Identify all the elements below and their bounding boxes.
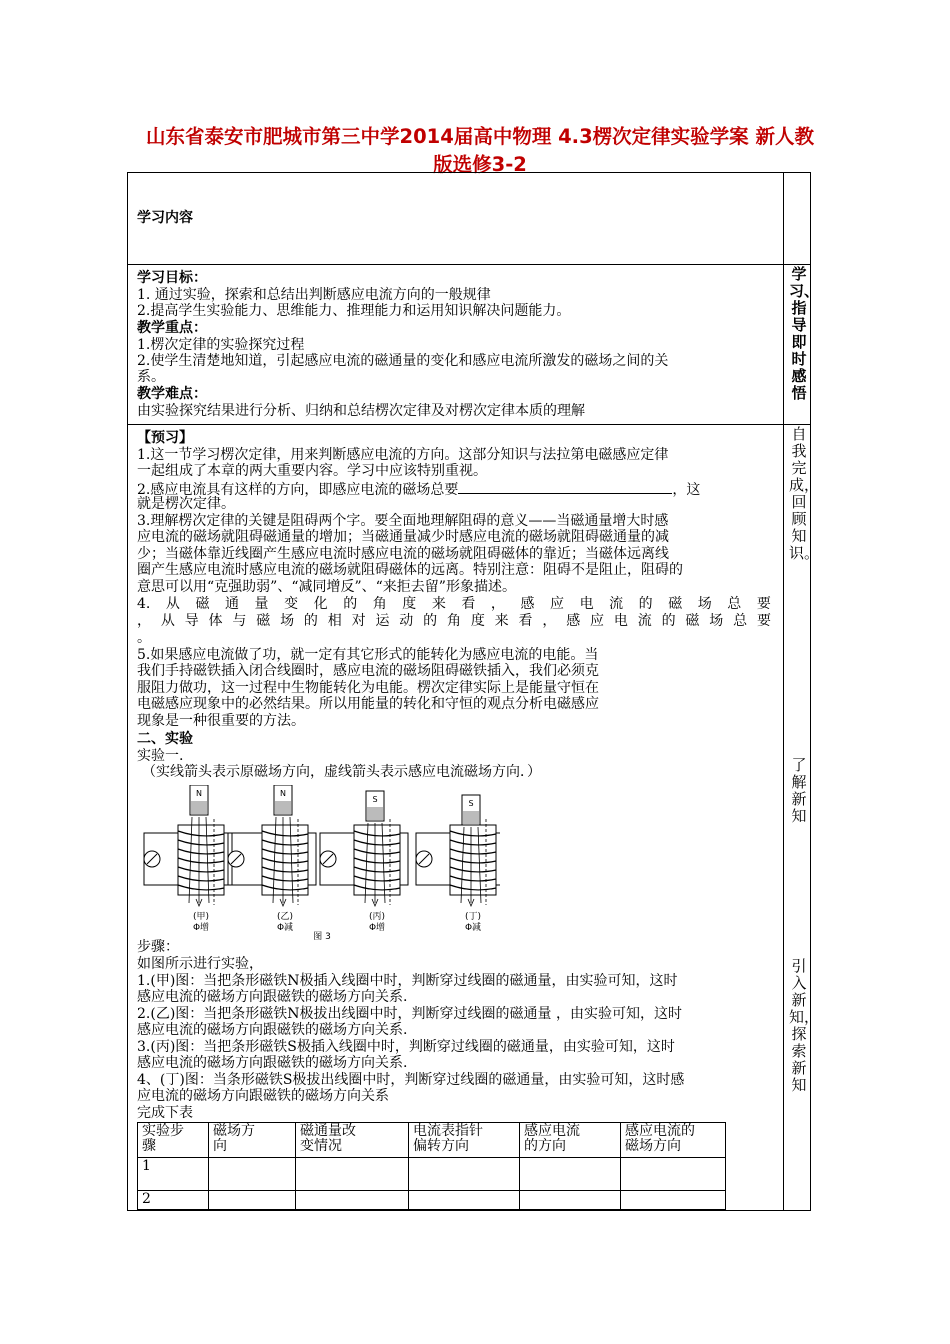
coil-experiment-figure [134, 785, 500, 945]
spread-char: 总 [733, 613, 748, 629]
difficulty-item: 由实验探究结果进行分析、归纳和总结楞次定律及对楞次定律本质的理解 [137, 403, 585, 419]
table-cell[interactable] [520, 1158, 621, 1191]
spread-char: 通 [225, 596, 239, 612]
preview-text: 2.感应电流具有这样的方向，即感应电流的磁场总要 [137, 482, 459, 498]
panel-flux-label: Φ减 [464, 923, 482, 933]
header-text: 实验步 [142, 1123, 184, 1139]
table-cell[interactable] [296, 1191, 409, 1210]
table-header-cell [296, 1123, 409, 1158]
spread-char: 的 [303, 613, 318, 629]
step-text: 3.(丙)图：当把条形磁铁S极插入线圈中时，判断穿过线圈的磁通量，由实验可知，这时 [137, 1039, 675, 1055]
header-text: 向 [213, 1138, 227, 1154]
row-divider [127, 424, 811, 425]
preview-text: 现象是一种很重要的方法。 [137, 713, 305, 729]
difficulties-heading: 教学难点： [137, 386, 207, 402]
key-point-item: 2.使学生清楚地知道，引起感应电流的磁通量的变化和感应电流所激发的磁场之间的关 [137, 353, 669, 369]
spread-char: 场 [709, 613, 724, 629]
header-text: 磁场方 [213, 1123, 255, 1139]
figure-caption: 图 3 [313, 932, 331, 942]
header-text: 的方向 [524, 1138, 566, 1154]
spread-char: 4. [137, 596, 151, 612]
table-cell[interactable] [409, 1191, 520, 1210]
preview-heading: 【预习】 [137, 430, 193, 446]
preview-text: 意思可以用“克强助弱”、“减同增反”、“来拒去留”形象描述。 [137, 579, 516, 595]
preview-text: 服阻力做功，这一过程中生物能转化为电能。楞次定律实际上是能量守恒在 [137, 680, 599, 696]
spread-char: 对 [351, 613, 366, 629]
figure-panel [144, 785, 232, 933]
spread-char: 应 [590, 613, 605, 629]
step-text: 4、(丁)图：当条形磁铁S极拔出线圈中时，判断穿过线圈的磁通量，由实验可知，这时感 [137, 1072, 685, 1088]
panel-label: (丙) [368, 912, 386, 922]
figure-panel [228, 785, 316, 933]
side-label-guide: 学习、指导即时感悟 [789, 265, 820, 402]
preview-text: 1.这一节学习楞次定律，用来判断感应电流的方向。这部分知识与法拉第电磁感应定律 [137, 447, 669, 463]
spread-char: 度 [402, 596, 417, 612]
spread-char: 要 [756, 596, 771, 612]
table-header-cell [209, 1123, 296, 1158]
spread-char: 与 [232, 613, 247, 629]
spread-char: 动 [399, 613, 414, 629]
side-label-know: 了解新知 [791, 756, 807, 825]
spread-char: 化 [313, 596, 328, 612]
table-cell: 2 [138, 1191, 209, 1210]
spread-char: 运 [375, 613, 390, 629]
table-header-cell [409, 1123, 520, 1158]
preview-text: 。 [137, 630, 151, 646]
spread-char: 感 [520, 596, 535, 612]
step-text: 1.(甲)图：当把条形磁铁N极插入线圈中时，判断穿过线圈的磁通量，由实验可知，这时 [137, 973, 678, 989]
spread-char: 来 [431, 596, 446, 612]
spread-char: 电 [613, 613, 628, 629]
panel-flux-label: Φ增 [368, 923, 386, 933]
spread-char: 相 [327, 613, 342, 629]
header-text: 磁通量改 [300, 1123, 356, 1139]
panel-flux-label: Φ增 [192, 923, 210, 933]
goal-item: 1. 通过实验，探索和总结出判断感应电流方向的一般规律 [137, 287, 491, 303]
table-header-row [138, 1123, 726, 1158]
spread-char: 磁 [685, 613, 700, 629]
preview-text: 少；当磁体靠近线圈产生感应电流时感应电流的磁场就阻碍磁体的靠近；当磁体远离线 [137, 546, 669, 562]
spread-char: 场 [280, 613, 295, 629]
spread-char: 感 [566, 613, 581, 629]
spread-char: 磁 [668, 596, 683, 612]
table-cell[interactable] [209, 1191, 296, 1210]
table-cell[interactable] [296, 1158, 409, 1191]
table-heading: 完成下表 [137, 1105, 193, 1121]
panel-label: (乙) [276, 912, 294, 922]
step-text: 感应电流的磁场方向跟磁铁的磁场方向关系. [137, 1022, 408, 1038]
fill-blank[interactable] [458, 481, 672, 494]
spread-char: 磁 [256, 613, 271, 629]
preview-text: 圈产生感应电流时感应电流的磁场就阻碍磁体的远离。特别注意：阻碍不是阻止，阻碍的 [137, 562, 683, 578]
spread-char: ， [542, 613, 557, 629]
spread-char: 来 [494, 613, 509, 629]
spread-char: 的 [343, 596, 358, 612]
table-cell[interactable] [621, 1191, 726, 1210]
panel-label: (丁) [464, 912, 482, 922]
side-label-intro: 引入新知，探索新知 [789, 957, 820, 1094]
table-cell[interactable] [520, 1191, 621, 1210]
magnet-pole-label: N [280, 789, 286, 798]
spread-char: 角 [446, 613, 461, 629]
spread-char: 导 [184, 613, 199, 629]
spread-char: 的 [423, 613, 438, 629]
spread-char: 流 [637, 613, 652, 629]
spread-char: 从 [165, 596, 180, 612]
table-cell[interactable] [621, 1158, 726, 1191]
content-label: 学习内容 [137, 210, 193, 226]
table-header-cell [621, 1123, 726, 1158]
experiment-note: （实线箭头表示原磁场方向，虚线箭头表示感应电流磁场方向．） [142, 764, 541, 780]
header-text: 变情况 [300, 1138, 342, 1154]
spread-char: 场 [697, 596, 712, 612]
spread-char: 流 [609, 596, 624, 612]
spread-char: ， [137, 613, 151, 629]
spread-char: 量 [254, 596, 269, 612]
preview-item-4-line2 [137, 614, 771, 630]
step-text: 感应电流的磁场方向跟磁铁的磁场方向关系. [137, 1055, 408, 1071]
spread-char: 总 [727, 596, 742, 612]
figure-panel [416, 795, 500, 933]
spread-char: 看 [461, 596, 476, 612]
spread-char: 从 [160, 613, 175, 629]
magnet-pole-shade [367, 807, 383, 820]
preview-text: 电磁感应现象中的必然结果。所以用能量的转化和守恒的观点分析电磁感应 [137, 696, 599, 712]
step-text: 2.(乙)图：当把条形磁铁N极拔出线圈中时，判断穿过线圈的磁通量 ，由实验可知，这时 [137, 1006, 682, 1022]
spread-char: 的 [638, 596, 653, 612]
header-text: 感应电流的 [625, 1123, 695, 1139]
magnet-pole-label: S [372, 795, 378, 804]
spread-char: 角 [372, 596, 387, 612]
column-divider [783, 172, 784, 1211]
table-cell: 1 [138, 1158, 209, 1191]
header-text: 骤 [142, 1138, 156, 1154]
magnet-pole-shade [463, 811, 479, 824]
goals-heading: 学习目标： [137, 270, 207, 286]
preview-text: 5.如果感应电流做了功，就一定有其它形式的能转化为感应电流的电能。当 [137, 647, 599, 663]
preview-text: 就是楞次定律。 [137, 496, 235, 512]
header-text: 电流表指针 [413, 1123, 483, 1139]
spread-char: 要 [756, 613, 771, 629]
key-points-heading: 教学重点： [137, 320, 207, 336]
panel-label: (甲) [192, 912, 210, 922]
side-label-self: 自我完成，回顾知识。 [789, 425, 820, 562]
figure-panel [320, 791, 408, 933]
experiment-heading: 二、实验 [137, 731, 193, 747]
preview-text: 我们手持磁铁插入闭合线圈时，感应电流的磁场阻碍磁铁插入，我们必须克 [137, 663, 599, 679]
table-cell[interactable] [209, 1158, 296, 1191]
spread-char: 电 [579, 596, 594, 612]
spread-char: 变 [284, 596, 299, 612]
steps-heading: 步骤： [137, 939, 179, 955]
row-divider [127, 264, 811, 265]
table-row [138, 1158, 726, 1191]
preview-text: 一起组成了本章的两大重要内容。学习中应该特别重视。 [137, 463, 487, 479]
table-row [138, 1191, 726, 1210]
header-text: 磁场方向 [625, 1138, 681, 1154]
spread-char: 度 [470, 613, 485, 629]
step-text: 应电流的磁场方向跟磁铁的磁场方向关系 [137, 1088, 389, 1104]
spread-char: 看 [518, 613, 533, 629]
table-header-cell [138, 1123, 209, 1158]
steps-intro: 如图所示进行实验， [137, 956, 263, 972]
preview-item-4-line1 [137, 597, 771, 613]
goal-item: 2.提高学生实验能力、思维能力、推理能力和运用知识解决问题能力。 [137, 303, 571, 319]
table-header-cell [520, 1123, 621, 1158]
results-table [137, 1122, 726, 1210]
preview-text: 3.理解楞次定律的关键是阻碍两个字。要全面地理解阻碍的意义——当磁通量增大时感 [137, 513, 669, 529]
step-text: 感应电流的磁场方向跟磁铁的磁场方向关系. [137, 989, 408, 1005]
spread-char: 磁 [195, 596, 210, 612]
preview-text: ，这 [672, 482, 701, 498]
magnet-pole-label: N [196, 789, 202, 798]
page-title: 山东省泰安市肥城市第三中学2014届高中物理 4.3楞次定律实验学案 新人教版选修3-2 [146, 125, 814, 176]
spread-char: ， [490, 596, 505, 612]
experiment-sub: 实验一. [137, 748, 184, 764]
magnet-pole-label: S [468, 799, 474, 808]
spread-char: 的 [661, 613, 676, 629]
spread-char: 应 [550, 596, 565, 612]
magnet-pole-shade [191, 801, 207, 814]
table-cell[interactable] [409, 1158, 520, 1191]
header-text: 偏转方向 [413, 1138, 469, 1154]
panel-flux-label: Φ减 [276, 923, 294, 933]
preview-text: 应电流的磁场就阻碍磁通量的增加；当磁通量减少时感应电流的磁场就阻碍磁通量的减 [137, 529, 669, 545]
spread-char: 体 [208, 613, 223, 629]
header-text: 感应电流 [524, 1123, 580, 1139]
key-point-item: 1.楞次定律的实验探究过程 [137, 337, 305, 353]
key-point-item: 系。 [137, 369, 165, 385]
magnet-pole-shade [275, 801, 291, 814]
